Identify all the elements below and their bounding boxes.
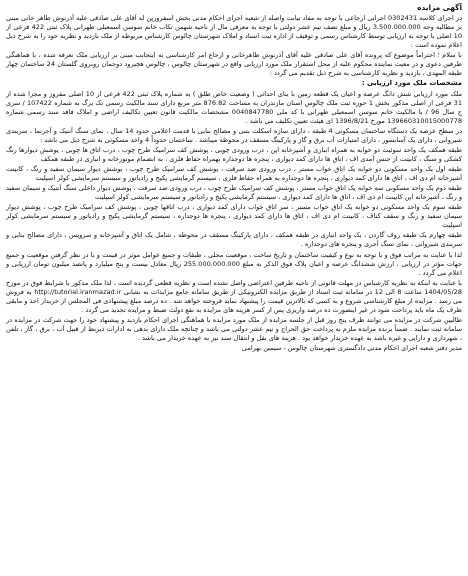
property-description-paragraph: ملک مورد ارزیابی شش دانگ عرصه و اعیان یک قطعه زمین با بنای احداثی ( وضعیت خاص طلق ) به شماره پلاک ثبتی 422 فرعی از 10 اصلی مفروز و مجزا شده از 31 فرعی از اصلی مذکور بخش 1 حوزه ثبت ملک چالوس استان مازندران به مساحت 876.82 متر مربع دارای سند مالکیت رسمی تک برگ به شماره 107422 / سری ج سال 96 / با مالکیت خانم سوسن اسمعیلی طهرانی با کد ملی 0040847780 مشخصات مالکیت قانون تعیین تکالیف اراضی و املاک فاقد سند رسمی شماره 139660310015000778 مورخ 1396/8/21 ای هیئت تعیین تکلیف می باشد . bbox=[6, 89, 462, 125]
notice-paragraph-2: با سلام ؛ احتراماً موضوع که پرونده آقای علی صادقی علیه آقای آذرنوش طاهرخانی و ارجاع امر کارشناسی به اینجانب مبنی بر ارزیابی ملک نعرفه شده ، با هماهنگی طرفین دعوی و در معیت نماینده محکوم علیه از محل استقرار ملک مورد ارزیابی واقع در شهرستان چالوس ، چالوس هچیرود دوجمان روبروی گلستان 24 ساختمان چهار طبقه المهدی ، بازدید و نظریه کارشناسی به شرح ذیل تقدیم می گردد : bbox=[6, 51, 462, 78]
auction-terms-paragraph: با عنایت به اینکه به نظریه کارشناس در مهلت قانونی از ناحیه طرفین اعتراضی واصل نشده است و نظریه قطعی گردیده است ، لذا ملک مذکور با شرایط فوق در مورخ 1404/05/28 ساعت 8 الی 12 در سامانه ثبت اسناد از طریق مزایده الکترونیکی از طریق سامانه جامع مزایدات به نشانی http://tutorial.iranmazad.ir به فروش می رسد . مزایده از مبلغ کارشناسی شروع و به کسی که بالاترین قیمت را پیشنهاد نماید فروخته خواهد شد . ده درصد مبلغ پیشنهادی فی المجلس از خریدار اخذ و مابقی ظرف یک ماه باید پرداخت شود در غیر اینصورت ده درصد واریزی پس از کسر هزینه های مزایده به نفع دولت ضبط و مزایده تجدید می گردد . bbox=[6, 278, 462, 314]
signature-line: مدیر دفتر شعبه اجرای احکام مدنی دادگستری شهرستان چالوس - سیمین بهرامی bbox=[241, 344, 462, 352]
notice-title: آگهی مزایده bbox=[417, 3, 462, 12]
first-floor-paragraph: طبقه اول یک واحد مسکونی دو خوابه یک اتاق خواب مستر ، درب ورودی ضد سرقت ، پوشش کف سرامیک طرح چوب ، پوشش دیوار سیمان سفید و رنگ ، کابینت آشپزخانه ام دی اف ، اتاق ها دارای کمد دیواری ، پنجره ها دوجداره به همراه حفاظ فلزی ، سیستم گرمایشی پکیج و رادیاتور و سیستم سرمایشی کولر اسپلیت bbox=[6, 165, 462, 183]
property-specs-heading: مشخصات ملک مورد ارزیابی : bbox=[361, 79, 462, 88]
fourth-floor-paragraph: طبقه چهارم یک طبقه روف گاردن ، یک واحد انباری در طبقه همکف ، دارای پارکینگ مسقف در محوطه ، شامل یک اتاق و آشپزخانه و سرویس ، دارای مصالح بنایی و سربندی شیروانی ، نمای سنگ آجری و پنجره های دوجداره . bbox=[6, 231, 462, 249]
valuation-paragraph: لذا با عنایت به مراتب فوق و با توجه به نوع و کیفیت ساختمان و تاریخ ساخت ، موقعیت محلی ، طبقات و جمیع عوامل موثر در قیمت و با در نظر گرفتن موقعیت و جمیع جهات مؤثر در ارزیابی ، ارزش ششدانگ عرصه و اعیان پلاک فوق الذکر به مبلغ 255.000.000.000 ریال معادل بیست و پنج میلیارد و پانصد میلیون تومان ارزیابی و اعلام می گردد . bbox=[6, 250, 462, 277]
bidder-conditions-paragraph: طالبین شرکت در مزایده می توانند ظرف پنج روز قبل از جلسه مزایده از ملک مورد مزایده با هماهنگی اجرای احکام بازدید و پیشنهاد خود را جهت شرکت در مزایده در سامانه ثبت نمایند . ضمناً برنده مزایده ملزم به پرداخت حق الحراج و نیم عشر دولتی می باشد و چنانچه ملک دارای بدهی به ادارات ذیربط از قبیل آب ، برق ، گاز ، تلفن ، شهرداری و دارایی و غیره باشد به عهده خریدار خواهد بود . هزینه های نقل و انتقال سند نیز به عهده خریدار می باشد . bbox=[6, 315, 462, 342]
second-floor-paragraph: طبقه دوم یک واحد مسکونی سه خوابه یک اتاق خواب مستر ، پوشش کف سرامیک طرح چوب ، درب ورودی ضد سرقت ، پوشش دیوار داخلی سنگ آنتیک و سیمان سفید و رنگ ، آشپزخانه اپن کابینت ام دی اف ، اتاق ها دارای کمد دیواری ، سیستم گرمایشی پکیج و رادیاتور و سیستم سرمایشی کولر اسپلیت bbox=[6, 184, 462, 202]
notice-paragraph-1: در اجرای کلاسه 0302431 اجرایی ارجاعی با توجه به مفاد نیابت واصله از شعبه اجرای احکام مدنی بخش اسفرورین له آقای علی صادقی علیه آذرنوش طاهر خانی مبنی بر مطالبه وجه 3.500.000.000 ریال و مبلغ نصف نیم عشر دولتی با توجه به معرفی مال از ناحیه شهمن تکاب خانم سوسن اسمعیلی طهرانی پلاک ثبتی 422 فرعی از 10 اصلی با توجه به ارزیابی توسط کارشناس رسمی و توقیف از اداره ثبت اسناد و املاک شهرستان چالوس کارشناس مربوطه از ملک بازدید و نظریه خود را به شرح ذیل اعلام نموده است : bbox=[6, 14, 463, 50]
ground-floor-paragraph: طبقه همکف یک واحد سوئیت دو خوابه به همراه انباری و آشپزخانه اپن ، درب ورودی چوبی ، پوشش کف سرامیک طرح چوب ، درب اتاق ها چوبی ، پوشش دیوارها رنگ کشکی و سنگ ، کابینت از جنس آمدی اف ، اتاق ها دارای کمد دیواری ، پنجره ها دوجداره بهمراه حفاظ فلزی ، به انضمام موتورخانه و انباری در طبقه همکف bbox=[6, 146, 462, 164]
third-floor-paragraph: طبقه سوم یک واحد مسکونی دو خوابه یک اتاق خواب مستر ، سر اتاق خواب دارای کمد دیواری ، درب اتاقها چوبی ، پوشش کف سرامیک طرح چوب ، پوشش دیوار سیمان سفید و رنگ و سقف کناف ، کابینت ام دی اف ، اتاق ها دارای کمد دیواری ، پنجره ها دوجداره ، سیستم گرمایشی پکیج و رادیاتور و سیستم سرمایشی کولر اسپلیت bbox=[6, 203, 462, 230]
building-description-paragraph: در سطح عرصه یک دستگاه ساختمان مسکونی 4 طبقه ، دارای سازه اسکلت بتنی و مصالح بنایی با قدمت اعلامی حدود 14 سال ، نمای سنگ آنتیک و آجرنما ، سربندی شیروانی ، دارای یک آسانسور ، دارای امتیازات آب برق و گاز و پارکینگ مسقف در محوطه میباشد . ساختمان حدوداً 4 واحد مسکونی به شرح ذیل می باشد : bbox=[6, 126, 462, 144]
